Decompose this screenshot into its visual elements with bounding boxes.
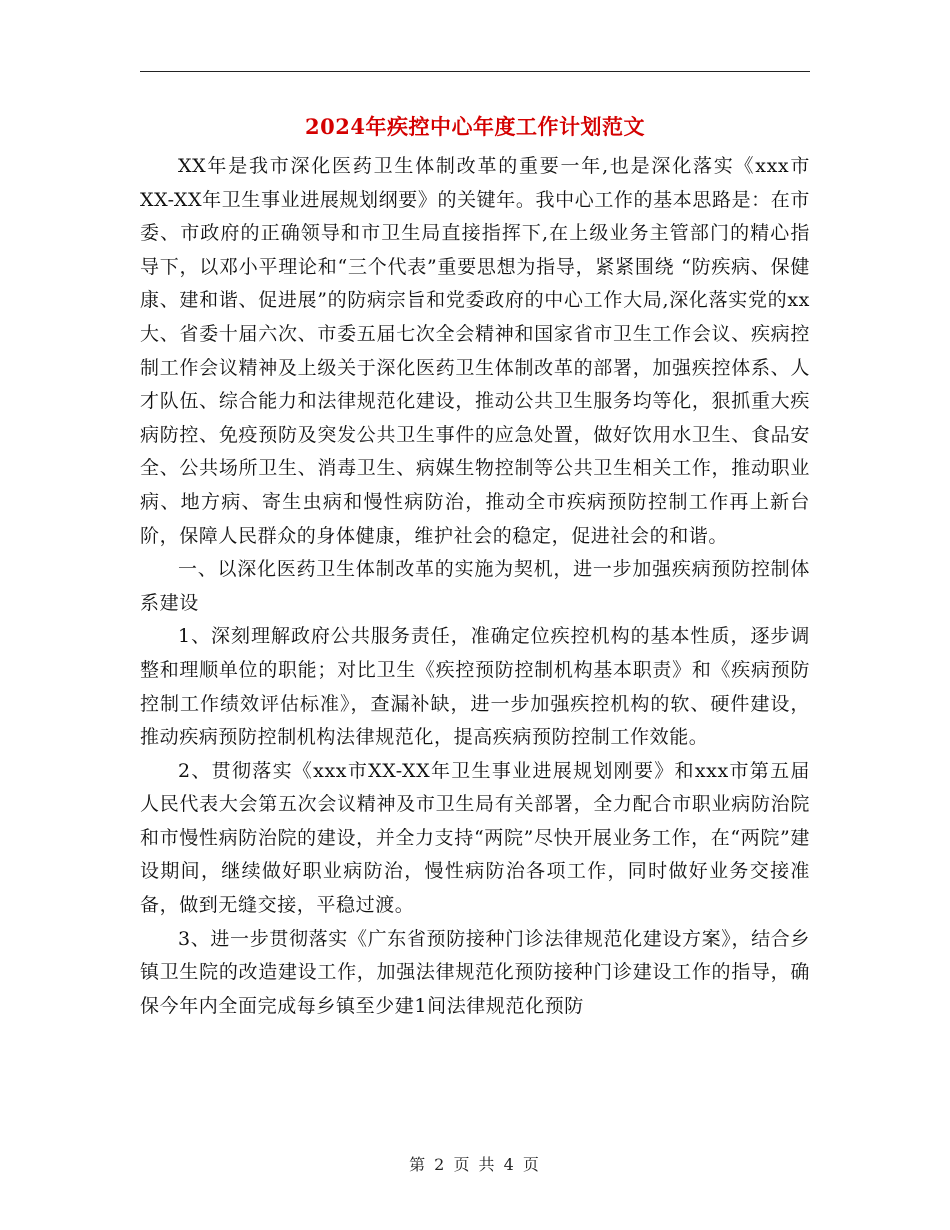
paragraph-section-heading: 一、以深化医药卫生体制改革的实施为契机，进一步加强疾病预防控制体系建设 bbox=[140, 558, 810, 614]
header-rule bbox=[140, 71, 810, 72]
paragraph-item-3: 3、进一步贯彻落实《广东省预防接种门诊法律规范化建设方案》，结合乡镇卫生院的改造建设工作，加强法律规范化预防接种门诊建设工作的指导，确保今年内全面完成每乡镇至少建1间法律规范化预防 bbox=[140, 927, 810, 1017]
paragraph-intro: XX年是我市深化医药卫生体制改革的重要一年,也是深化落实《xxx市XX-XX年卫生事业进展规划纲要》的关键年。我中心工作的基本思路是：在市委、市政府的正确领导和市卫生局直接指挥下,在上级业务主管部门的精心指导下，以邓小平理论和“三个代表”重要思想为指导，紧紧围绕 “防疾病、保健康、建和谐、促进展”的防病宗旨和党委政府的中心工作大局,深化落实党的xx大、省委十届六次、市委五届七次全会精神和国家省市卫生工作会议、疾病控制工作会议精神及上级关于深化医药卫生体制改革的部署，加强疾控体系、人才队伍、综合能力和法律规范化建设，推动公共卫生服务均等化，狠抓重大疾病防控、免疫预防及突发公共卫生事件的应急处置，做好饮用水卫生、食品安全、公共场所卫生、消毒卫生、病媒生物控制等公共卫生相关工作，推动职业病、地方病、寄生虫病和慢性病防治，推动全市疾病预防控制工作再上新台阶，保障人民群众的身体健康，维护社会的稳定，促进社会的和谐。 bbox=[140, 155, 810, 547]
page-number-footer: 第 2 页 共 4 页 bbox=[409, 1155, 541, 1174]
paragraph-item-2: 2、贯彻落实《xxx市XX-XX年卫生事业进展规划刚要》和xxx市第五届人民代表大会第五次会议精神及市卫生局有关部署，全力配合市职业病防治院和市慢性病防治院的建设，并全力支持“两院”尽快开展业务工作，在“两院”建设期间，继续做好职业病防治，慢性病防治各项工作，同时做好业务交接准备，做到无缝交接，平稳过渡。 bbox=[140, 759, 810, 917]
document-body bbox=[140, 150, 810, 1023]
paragraph-item-1: 1、深刻理解政府公共服务责任，准确定位疾控机构的基本性质，逐步调整和理顺单位的职能；对比卫生《疾控预防控制机构基本职责》和《疾病预防控制工作绩效评估标准》，查漏补缺，进一步加强疾控机构的软、硬件建设，推动疾病预防控制机构法律规范化，提高疾病预防控制工作效能。 bbox=[140, 625, 810, 749]
document-title: 2024年疾控中心年度工作计划范文 bbox=[305, 114, 645, 139]
